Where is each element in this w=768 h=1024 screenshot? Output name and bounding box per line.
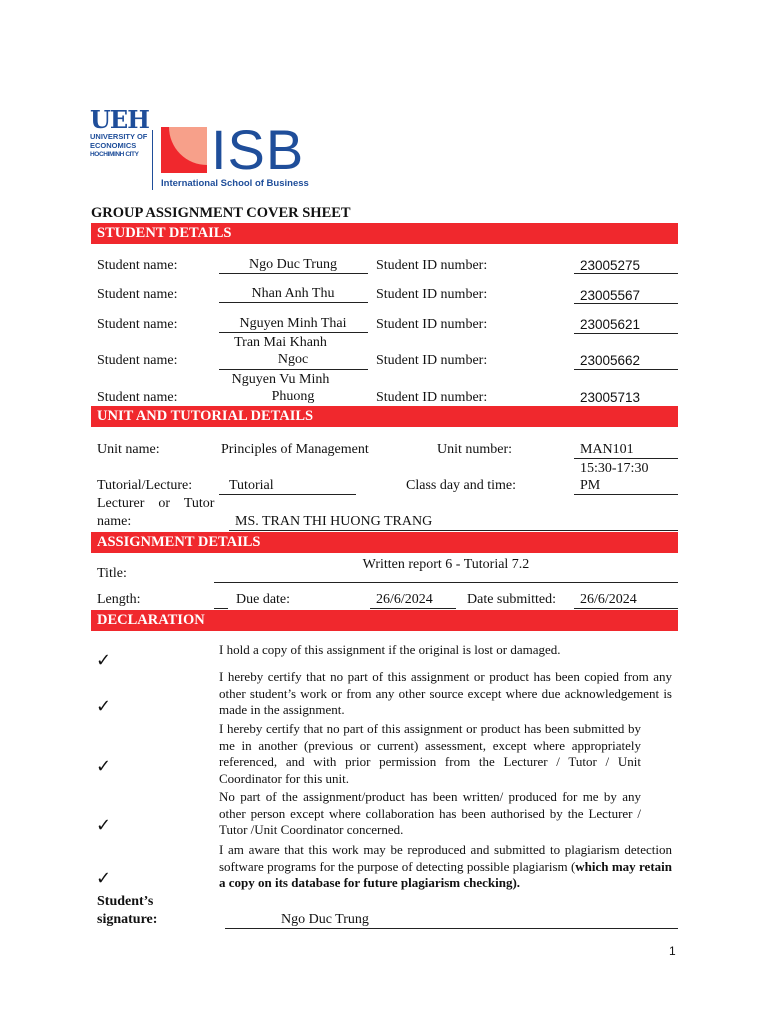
due-date-label: Due date: <box>236 592 291 607</box>
section-assignment-details: ASSIGNMENT DETAILS <box>91 532 678 553</box>
lecturer-value: MS. TRAN THI HUONG TRANG <box>235 514 433 529</box>
student-name-underline <box>219 273 368 274</box>
date-submitted-label: Date submitted: <box>467 592 557 607</box>
class-time-value-cont: PM <box>580 478 601 493</box>
student-name-value: Tran Mai Khanh <box>234 335 327 350</box>
student-id-underline <box>574 369 678 370</box>
assignment-title-value: Written report 6 - Tutorial 7.2 <box>362 557 530 572</box>
student-name-label: Student name: <box>97 353 178 368</box>
student-id-value: 23005567 <box>580 288 641 303</box>
declaration-item: I hereby certify that no part of this assignment or product has been submitted by me in another (previous or current) assessment, except where appropriately referenced, and with prior permission from the Lecturer / Tutor / Unit Coordinator for this unit. <box>219 721 641 786</box>
student-id-value: 23005662 <box>580 353 641 368</box>
ueh-logo-text: UEH <box>90 105 149 134</box>
isb-logo-text: ISB <box>211 118 305 181</box>
assignment-title-label: Title: <box>97 566 127 581</box>
unit-number-underline <box>574 458 678 459</box>
signature-value: Ngo Duc Trung <box>281 912 369 927</box>
lecturer-underline <box>229 530 678 531</box>
length-underline <box>214 608 228 609</box>
unit-name-label: Unit name: <box>97 442 160 457</box>
student-name-value: Nguyen Minh Thai <box>239 316 347 331</box>
section-declaration: DECLARATION <box>91 610 678 631</box>
declaration-item: I hold a copy of this assignment if the original is lost or damaged. <box>219 642 561 657</box>
student-name-underline <box>219 332 368 333</box>
lecturer-label-cont: name: <box>97 514 132 529</box>
length-label: Length: <box>97 592 141 607</box>
declaration-item-text: I am aware that this work may be reproduced and submitted to plagiarism detection software programs for the purpose of detecting possible plagiarism ( <box>219 842 672 874</box>
section-unit-details: UNIT AND TUTORIAL DETAILS <box>91 406 678 427</box>
student-id-label: Student ID number: <box>376 287 488 302</box>
student-id-label: Student ID number: <box>376 317 488 332</box>
student-name-label: Student name: <box>97 390 178 405</box>
student-name-label: Student name: <box>97 317 178 332</box>
due-date-value: 26/6/2024 <box>376 592 433 607</box>
student-id-underline <box>574 333 678 334</box>
class-time-label: Class day and time: <box>406 478 517 493</box>
class-time-value: 15:30-17:30 <box>580 461 649 476</box>
student-name-label: Student name: <box>97 258 178 273</box>
student-name-value: Ngo Duc Trung <box>249 257 337 272</box>
tutorial-value: Tutorial <box>229 478 274 493</box>
lecturer-label: Lecturer or Tutor <box>97 496 215 511</box>
date-submitted-value: 26/6/2024 <box>580 592 637 607</box>
student-id-label: Student ID number: <box>376 353 488 368</box>
ueh-logo <box>90 105 154 159</box>
student-name-value: Nguyen Vu Minh <box>231 372 330 387</box>
ueh-logo-line: ECONOMICS <box>90 141 137 150</box>
student-id-label: Student ID number: <box>376 390 488 405</box>
student-id-label: Student ID number: <box>376 258 488 273</box>
declaration-item <box>219 842 672 892</box>
ueh-logo-line: HOCHIMINH CITY <box>90 151 139 158</box>
checkmark-icon: ✓ <box>96 650 112 671</box>
class-time-underline <box>574 494 678 495</box>
section-student-details: STUDENT DETAILS <box>91 223 678 244</box>
signature-label: Student’s <box>97 894 154 909</box>
signature-label-cont: signature: <box>97 912 158 927</box>
logo-divider <box>152 130 153 190</box>
unit-number-label: Unit number: <box>437 442 513 457</box>
assignment-title-underline <box>214 582 678 583</box>
checkmark-icon: ✓ <box>96 696 112 717</box>
unit-name-value: Principles of Management <box>221 442 369 457</box>
page-title: GROUP ASSIGNMENT COVER SHEET <box>91 205 351 221</box>
due-date-underline <box>370 608 456 609</box>
declaration-item: I hereby certify that no part of this assignment or product has been copied from any other student’s work or from any other source except where due acknowledgement is made in the assignment. <box>219 669 672 717</box>
ueh-logo-line: UNIVERSITY OF <box>90 132 148 141</box>
isb-subtitle: International School of Business <box>161 178 309 189</box>
unit-number-value: MAN101 <box>580 442 634 457</box>
tutorial-underline <box>219 494 356 495</box>
student-id-value: 23005621 <box>580 317 641 332</box>
checkmark-icon: ✓ <box>96 815 112 836</box>
page-number: 1 <box>669 944 676 958</box>
declaration-item-bold: which may retain a copy on its database for future plagiarism checking). <box>219 858 672 890</box>
isb-emblem-icon <box>161 127 211 177</box>
student-name-underline <box>219 302 368 303</box>
checkmark-icon: ✓ <box>96 868 112 889</box>
checkmark-icon: ✓ <box>96 756 112 777</box>
date-submitted-underline <box>574 608 678 609</box>
student-name-underline <box>219 369 368 370</box>
student-name-value: Nhan Anh Thu <box>251 286 335 301</box>
student-id-value: 23005713 <box>580 390 641 405</box>
student-id-underline <box>574 273 678 274</box>
tutorial-label: Tutorial/Lecture: <box>97 478 193 493</box>
declaration-item: No part of the assignment/product has been written/ produced for me by any other person except where collaboration has been authorised by the Lecturer / Tutor /Unit Coordinator concerned. <box>219 789 641 837</box>
student-id-value: 23005275 <box>580 258 641 273</box>
student-name-value-cont: Ngoc <box>277 352 309 367</box>
student-name-value-cont: Phuong <box>271 389 315 404</box>
student-id-underline <box>574 303 678 304</box>
signature-underline <box>225 928 678 929</box>
student-name-label: Student name: <box>97 287 178 302</box>
